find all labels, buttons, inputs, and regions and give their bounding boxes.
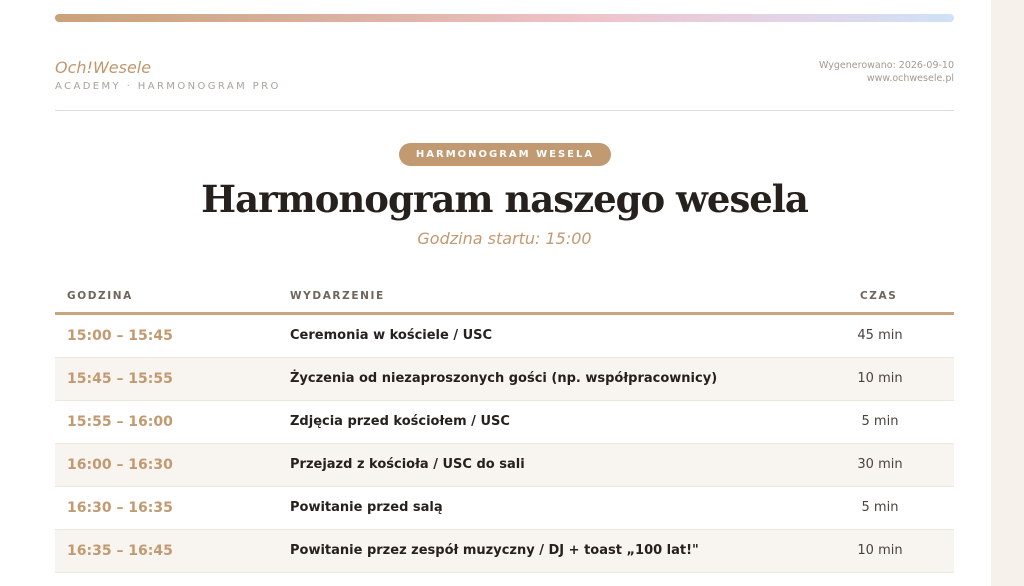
row-time: 15:45 – 15:55 — [67, 371, 173, 387]
row-event: Życzenia od niezaproszonych gości (np. współpracownicy) — [290, 371, 718, 386]
column-header-event: WYDARZENIE — [290, 290, 385, 302]
table-row — [55, 358, 954, 401]
gradient-top-bar — [55, 14, 954, 22]
row-duration: 10 min — [857, 371, 903, 386]
row-duration: 5 min — [861, 414, 899, 429]
table-row — [55, 487, 954, 530]
row-time: 15:55 – 16:00 — [67, 414, 173, 430]
website-link[interactable]: www.ochwesele.pl — [866, 73, 954, 84]
row-time: 15:00 – 15:45 — [67, 328, 173, 344]
column-header-duration: CZAS — [860, 290, 898, 302]
row-time: 16:30 – 16:35 — [67, 500, 173, 516]
schedule-page — [55, 0, 954, 586]
table-header — [55, 283, 954, 313]
brand-logo: Och!Wesele — [55, 58, 152, 77]
page-title: Harmonogram naszego wesela — [201, 177, 808, 221]
row-duration: 45 min — [857, 328, 903, 343]
document-meta — [819, 59, 954, 85]
row-event: Powitanie przed salą — [290, 500, 443, 515]
row-duration: 5 min — [861, 500, 899, 515]
start-time-subtitle: Godzina startu: 15:00 — [417, 229, 592, 248]
row-time: 16:00 – 16:30 — [67, 457, 173, 473]
table-row — [55, 315, 954, 358]
row-event: Powitanie przez zespół muzyczny / DJ + toast „100 lat!" — [290, 543, 699, 558]
table-row — [55, 530, 954, 573]
row-event: Ceremonia w kościele / USC — [290, 328, 493, 343]
right-gutter — [991, 0, 1024, 586]
column-header-time: GODZINA — [67, 290, 133, 302]
brand-subtitle: ACADEMY · HARMONOGRAM PRO — [55, 81, 281, 92]
row-duration: 10 min — [857, 543, 903, 558]
header-divider — [55, 110, 954, 111]
row-event: Przejazd z kościoła / USC do sali — [290, 457, 525, 472]
generated-date: Wygenerowano: 2026-09-10 — [819, 60, 954, 71]
section-badge: HARMONOGRAM WESELA — [399, 143, 611, 166]
row-duration: 30 min — [857, 457, 903, 472]
table-row — [55, 444, 954, 487]
row-time: 16:35 – 16:45 — [67, 543, 173, 559]
schedule-table-body — [55, 315, 954, 573]
table-row — [55, 401, 954, 444]
row-event: Zdjęcia przed kościołem / USC — [290, 414, 510, 429]
